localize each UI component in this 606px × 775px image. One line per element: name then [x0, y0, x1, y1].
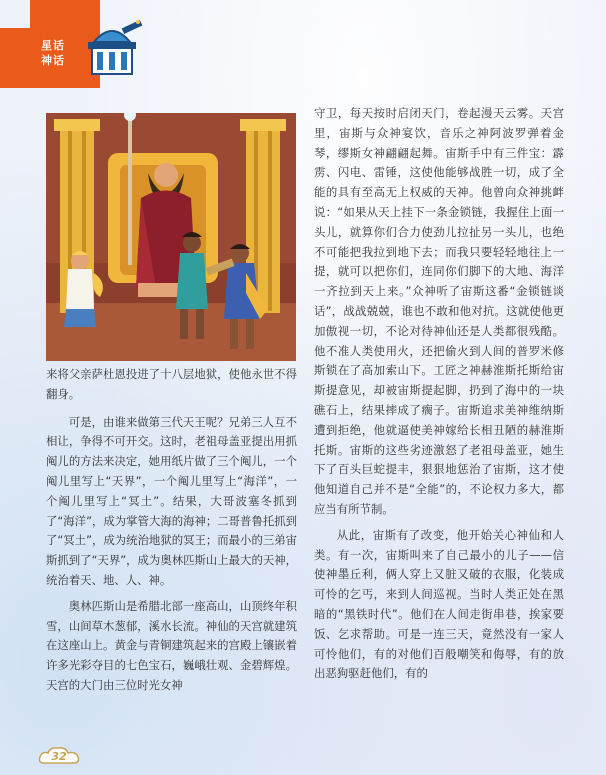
observatory-telescope-icon — [84, 14, 146, 78]
right-continuation-paragraph: 守卫，每天按时启闭天门，卷起漫天云雾。天宫里，宙斯与众神宴饮，音乐之神阿波罗弹着金琴，缪斯女神翩翩起舞。宙斯手中有三件宝：霹雳、闪电、雷锤，这使他能够战胜一切，成了全能的具有至高无上权威的天神。他曾向众神挑衅说：“如果从天上挂下一条金锁链，我握住上面一头儿，就算你们合力使劲儿拉扯另一头儿，也绝不可能把我拉到地下去；而我只要轻轻地往上一提，就可以把你们，连同你们脚下的大地、海洋一齐拉到天上来。”众神听了宙斯这番“金锁链谈话”，战战兢兢，谁也不敢和他对抗。这就使他更加傲视一切，不论对待神仙还是人类都很残酷。他不准人类使用火，还把偷火到人间的普罗米修斯锁在了高加索山下。工匠之神赫淮斯托斯给宙斯提意见，却被宙斯提起脚，扔到了海中的一块礁石上，结果摔成了瘸子。宙斯追求美神维纳斯遭到拒绝，他就逼使美神嫁给长相丑陋的赫淮斯托斯。宙斯的这些劣迹激怒了老祖母盖亚，她生下了百头巨蛇提丰，狠狠地惩治了宙斯，这才使他知道自己并不是“全能”的，不论权力多大，都应当有所节制。 — [314, 106, 564, 516]
section-title-line2: 神话 — [41, 54, 65, 67]
right-column — [314, 104, 564, 684]
section-title-line1: 星话 — [41, 39, 65, 52]
zeus-throne-illustration — [46, 113, 296, 361]
left-column — [46, 365, 297, 696]
section-title — [41, 38, 81, 68]
left-paragraph-1: 可是，由谁来做第三代天王呢？兄弟三人互不相让，争得不可开交。这时，老祖母盖亚提出用抓阄儿的方法来决定，她用纸片做了三个阄儿，一个阄儿里写上“天界”，一个阄儿里写上“海洋”，一个阄儿里写上“冥土”。结果，大哥波塞冬抓到了“海洋”，成为掌管大海的海神；二哥普鲁托抓到了“冥土”，成为统治地狱的冥王；而最小的三弟宙斯抓到了“天界”，成为奥林匹斯山上最大的天神，统治着天、地、人、神。 — [46, 414, 298, 587]
left-continuation-paragraph: 来将父亲萨杜恩投进了十八层地狱，使他永世不得翻身。 — [46, 367, 297, 401]
left-paragraph-2: 奥林匹斯山是希腊北部一座高山，山顶终年积雪，山间草木葱郁，溪水长流。神仙的天宫就建筑在这座山上。黄金与青铜建筑起来的宫殿上镶嵌着许多光彩夺目的七色宝石，巍峨壮观、金碧辉煌。天宫的大门由三位时光女神 — [46, 598, 297, 692]
page-number: 32 — [51, 749, 67, 763]
page-number-badge — [38, 745, 80, 767]
right-paragraph-1: 从此，宙斯有了改变，他开始关心神仙和人类。有一次，宙斯叫来了自己最小的儿子——信使神墨丘利，俩人穿上又脏又破的衣服，化装成可怜的乞丐，来到人间巡视。当时人类正处在黑暗的“黑铁时代”。他们在人间走街串巷，挨家要饭、乞求帮助。可是一连三天，竟然没有一家人可怜他们，有的对他们百般嘲笑和侮辱，有的放出恶狗驱赶他们，有的 — [314, 527, 564, 681]
